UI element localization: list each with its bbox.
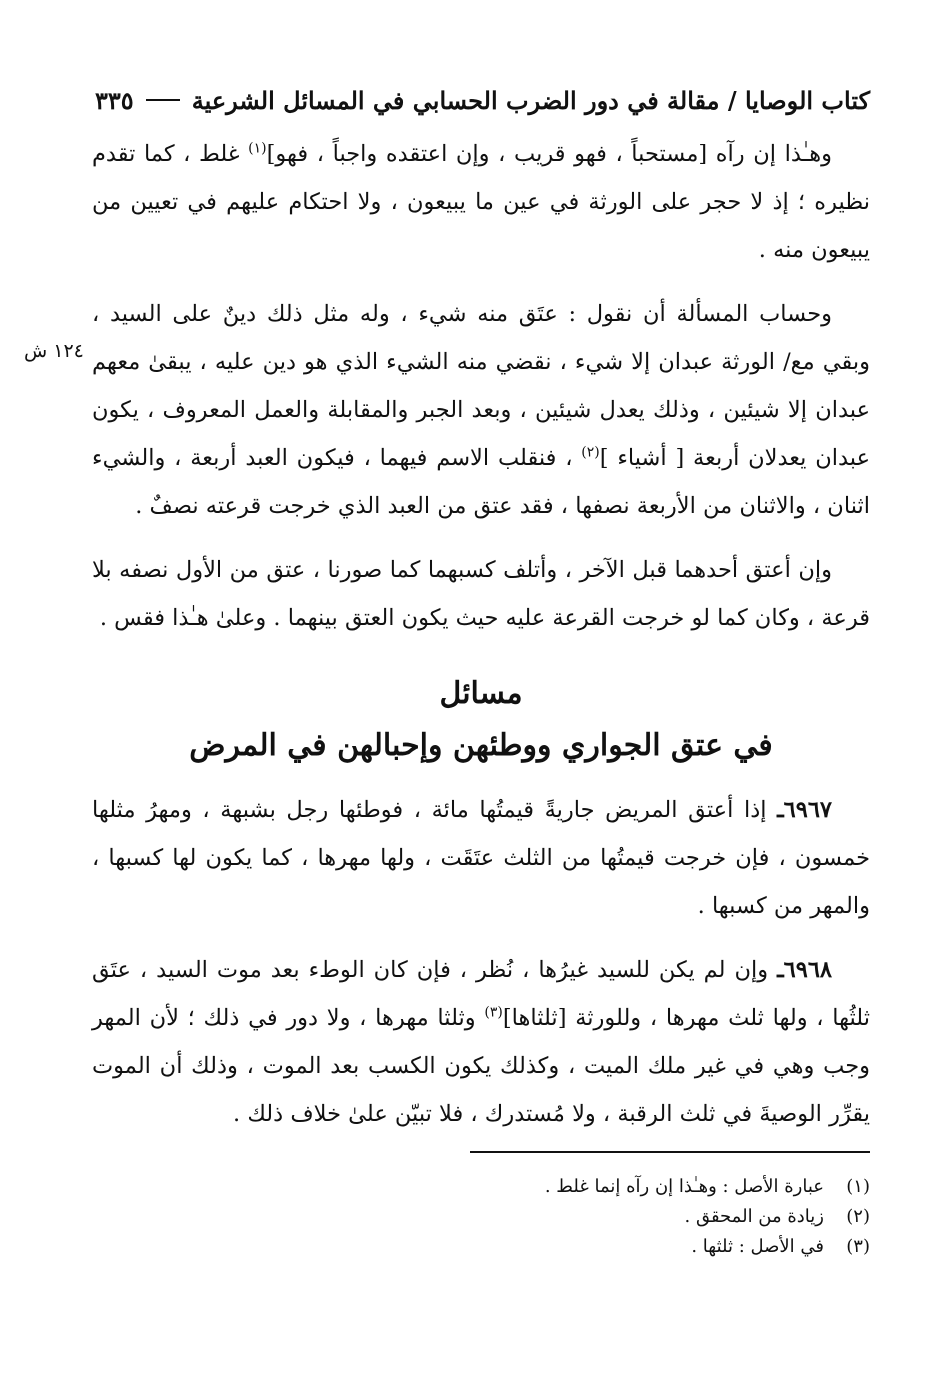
footnote-3-text: في الأصل : ثلثها .	[691, 1236, 824, 1257]
issue-6968-text-b: وثلثا مهرها ، ولا دور في ذلك ؛ لأن المهر وجب وهي في غير ملك الميت ، وكذلك يكون الكسب بعد الموت ، وذلك أن الموت يقرِّر الوصيةَ في ثلث الرقبة ، ولا مُستدرك ، فلا تبيّن علىٰ خلاف ذلك .	[92, 1005, 870, 1127]
footnote-3	[300, 1232, 870, 1262]
footnotes	[300, 1172, 870, 1262]
footnote-ref-1: (١)	[248, 140, 267, 157]
footnote-divider	[470, 1151, 870, 1153]
running-header	[95, 80, 870, 120]
footnote-2	[300, 1202, 870, 1232]
footnote-1-text: عبارة الأصل : وهـٰذا إن رآه إنما غلط .	[544, 1176, 824, 1197]
issue-number-6968: ٦٩٦٨ـ	[777, 957, 832, 983]
main-text	[92, 130, 870, 1150]
issue-6967	[92, 786, 870, 930]
footnote-2-text: زيادة من المحقق .	[684, 1206, 824, 1227]
issue-6968	[92, 946, 870, 1138]
footnote-3-number: (٣)	[846, 1236, 870, 1257]
paragraph-2-text-a: وحساب المسألة أن نقول : عتَق منه شيء ، وله مثل ذلك دينٌ على السيد ، وبقي مع/ الورثة عبدان إلا شيء ، نقضي منه الشيء الذي هو دين عليه ، يبقىٰ معهم عبدان إلا شيئين ، وذلك يعدل شيئين ، وبعد الجبر والمقابلة والعمل المعروف ، يكون عبدان يعدلان أربعة [ أشياء ]	[92, 301, 870, 471]
footnote-2-number: (٢)	[846, 1206, 870, 1227]
paragraph-2-text-b: ، فنقلب الاسم فيهما ، فيكون العبد أربعة ، والشيء اثنان ، والاثنان من الأربعة نصفها ، فقد عتق من العبد الذي خرجت قرعته نصفٌ .	[92, 445, 870, 519]
margin-note: ١٢٤ ش	[24, 340, 84, 362]
footnote-1	[300, 1172, 870, 1202]
section-heading-2: في عتق الجواري ووطئهن وإحبالهن في المرض	[189, 728, 773, 763]
issue-6968-text-a: وإن لم يكن للسيد غيرُها ، نُظر ، فإن كان الوطء بعد موت السيد ، عتَق ثلثُها ، ولها ثلث مهرها ، وللورثة [ثلثاها]	[92, 957, 871, 1031]
paragraph-1-text-a: وهـٰذا إن رآه [مستحباً ، فهو قريب ، وإن اعتقده واجباً ، فهو]	[266, 141, 832, 167]
paragraph-1-text-b: غلط ، كما تقدم نظيره ؛ إذ لا حجر على الورثة في عين ما يبيعون ، ولا احتكام عليهم في تعيين من يبيعون منه .	[92, 141, 870, 263]
footnote-1-number: (١)	[846, 1176, 870, 1197]
paragraph-3: وإن أعتق أحدهما قبل الآخر ، وأتلف كسبهما كما صورنا ، عتق من الأول نصفه بلا قرعة ، وكان كما لو خرجت القرعة عليه حيث يكون العتق بينهما . وعلىٰ هـٰذا فقس .	[92, 557, 870, 631]
paragraph-2	[92, 290, 870, 530]
paragraph-1	[92, 130, 870, 274]
footnote-ref-2: (٢)	[581, 444, 600, 461]
footnote-ref-3: (٣)	[484, 1004, 503, 1021]
running-header-title: كتاب الوصايا / مقالة في دور الضرب الحسابي في المسائل الشرعية	[191, 85, 870, 115]
header-rule	[146, 99, 180, 101]
page-number: ٣٣٥	[95, 85, 134, 115]
issue-6967-text: إذا أعتق المريض جاريةً قيمتُها مائة ، فوطئها رجل بشبهة ، ومهرُ مثلها خمسون ، فإن خرجت قيمتُها من الثلث عتَقَت ، ولها مهرها ، كما يكون لها كسبها ، والمهر من كسبها .	[92, 797, 870, 919]
issue-number-6967: ٦٩٦٧ـ	[777, 797, 832, 823]
section-heading-1: مسائل	[439, 676, 523, 711]
